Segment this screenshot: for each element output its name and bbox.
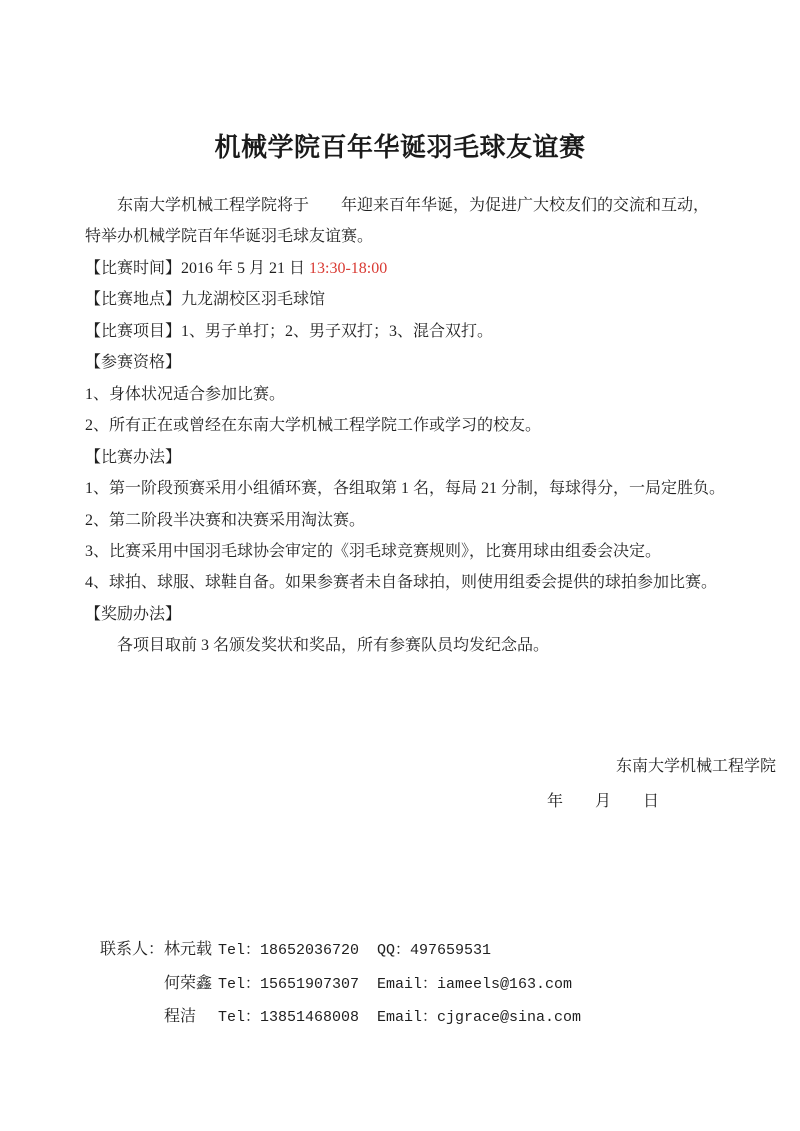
signature-organization: 东南大学机械工程学院: [615, 758, 776, 775]
contact-row-1: [100, 934, 581, 968]
method-item-2: 2、第二阶段半决赛和决赛采用淘汰赛。: [85, 511, 366, 529]
contact-label: 联系人：: [100, 941, 165, 958]
intro-line-2: 特举办机械学院百年华诞羽毛球友谊赛。: [85, 228, 374, 246]
document-title: 机械学院百年华诞羽毛球友谊赛: [214, 132, 586, 162]
contact-block: [100, 934, 581, 1035]
contact-row-3: [100, 1001, 581, 1035]
award-text: 各项目取前 3 名颁发奖状和奖品，所有参赛队员均发纪念品。: [117, 637, 550, 655]
match-events-line: 【比赛项目】1、男子单打；2、男子双打；3、混合双打。: [85, 322, 494, 340]
contact-name-2: 何荣鑫: [164, 974, 213, 992]
contact-name-1: 林元载: [164, 941, 213, 958]
method-item-4: 4、球拍、球服、球鞋自备。如果参赛者未自备球拍，则使用组委会提供的球拍参加比赛。: [85, 574, 718, 592]
contact-info-2: Tel：15651907307 Email：iameels@163.com: [218, 975, 573, 993]
match-location-line: 【比赛地点】九龙湖校区羽毛球馆: [85, 291, 326, 309]
method-item-3: 3、比赛采用中国羽毛球协会审定的《羽毛球竞赛规则》，比赛用球由组委会决定。: [85, 542, 662, 560]
contact-info-1: Tel：18652036720 QQ：497659531: [218, 942, 492, 959]
contact-name-3: 程洁: [164, 1008, 197, 1025]
method-header: 【比赛办法】: [85, 448, 182, 466]
contact-row-2: [100, 968, 581, 1002]
contact-info-3: Tel：13851468008 Email：cjgrace@sina.com: [218, 1009, 582, 1026]
award-header: 【奖励办法】: [85, 605, 182, 623]
signature-date-line: 年 月 日: [546, 793, 659, 810]
intro-line-1: 东南大学机械工程学院将于 年迎来百年华诞，为促进广大校友们的交流和互动，: [117, 197, 710, 214]
document-body: [85, 190, 733, 662]
match-time-label: 【比赛时间】2016 年 5 月 21 日: [85, 259, 310, 277]
match-time-value: 13:30-18:00: [309, 259, 388, 277]
eligibility-item-1: 1、身体状况适合参加比赛。: [85, 385, 286, 403]
eligibility-item-2: 2、所有正在或曾经在东南大学机械工程学院工作或学习的校友。: [85, 417, 542, 435]
match-time-line: [85, 253, 733, 284]
eligibility-header: 【参赛资格】: [85, 354, 182, 372]
method-item-1: 1、第一阶段预赛采用小组循环赛，各组取第 1 名，每局 21 分制，每球得分，一局定胜负。: [85, 480, 726, 498]
